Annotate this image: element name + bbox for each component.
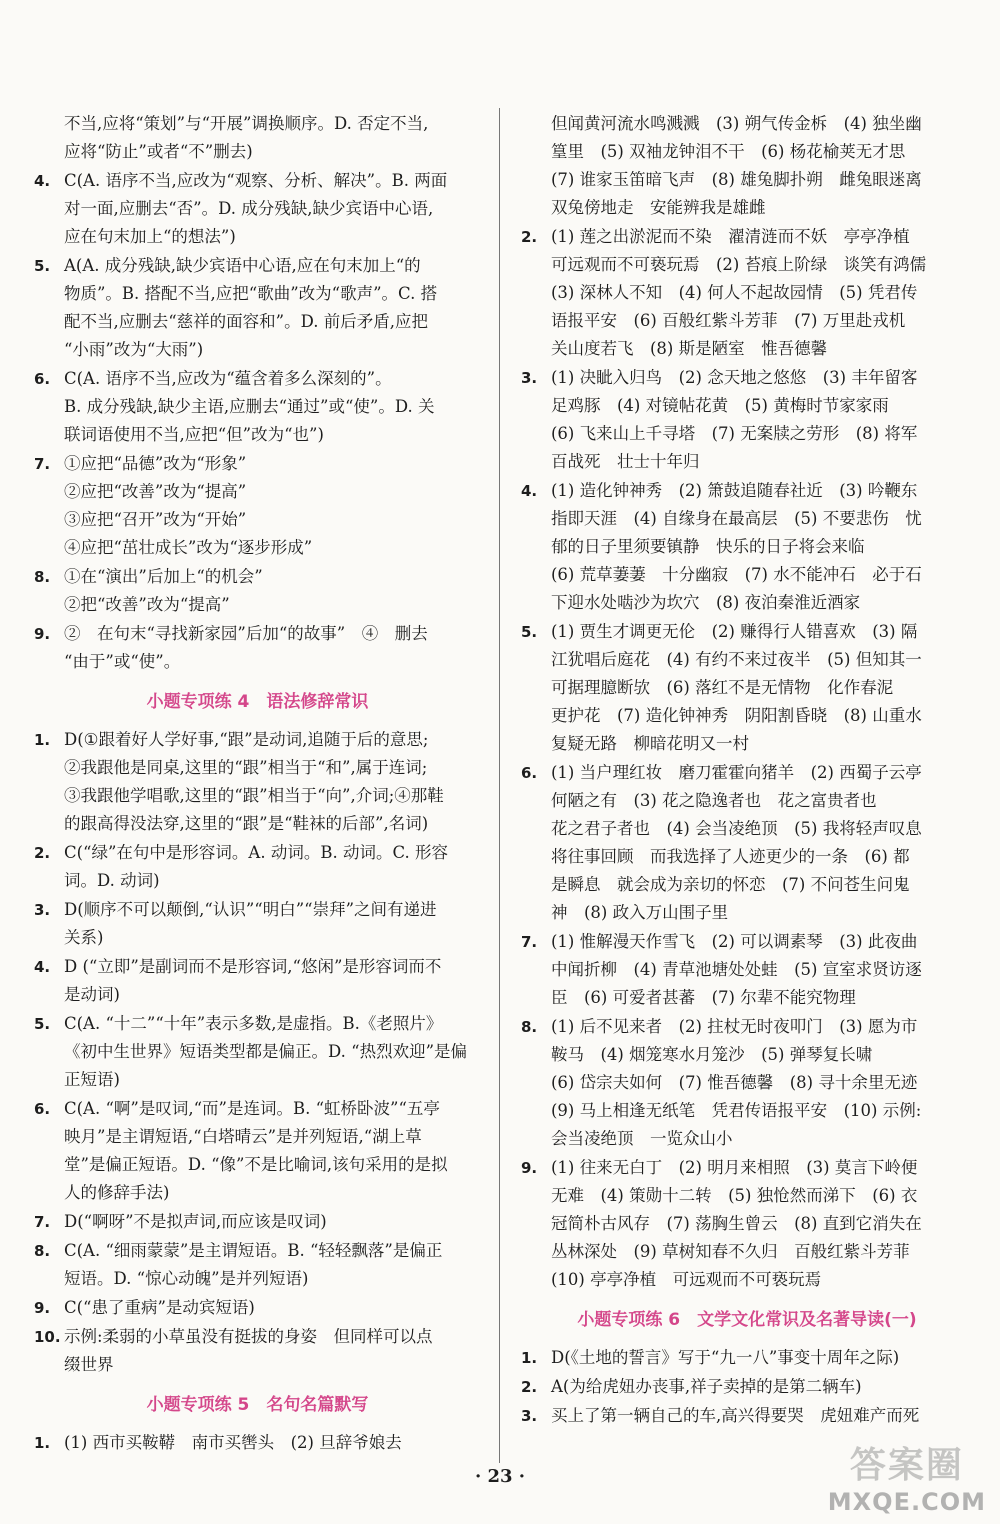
answer-item [30, 563, 485, 619]
answer-line: C(A. 语序不当,应改为“蕴含着多么深刻的”。 [64, 369, 392, 388]
answer-line: ③我跟他学唱歌,这里的“跟”相当于“向”,介词;④那鞋 [64, 786, 444, 805]
answer-line: ② 在句末“寻找新家园”后加“的故事” ④ 删去 [64, 624, 428, 643]
answer-line: 配不当,应删去“慈祥的面容和”。D. 前后矛盾,应把 [64, 312, 428, 331]
watermark-title: 答案圈 [849, 1445, 964, 1486]
answer-line: “由于”或“使”。 [64, 652, 181, 671]
item-number: 3. [521, 369, 538, 387]
answer-line: (6) 荒草萋萋 十分幽寂 (7) 水不能冲石 必于石 [551, 565, 922, 584]
item-number: 7. [521, 933, 538, 951]
answer-line: 百战死 壮士十年归 [551, 452, 700, 471]
answer-line: (6) 岱宗夫如何 (7) 惟吾德馨 (8) 寻十余里无迹 [551, 1073, 918, 1092]
item-number: 4. [34, 172, 51, 190]
answer-line: 语报平安 (6) 百般红紫斗芳菲 (7) 万里赴戎机 [551, 311, 906, 330]
answer-line: D (“立即”是副词而不是形容词,“悠闲”是形容词而不 [64, 957, 442, 976]
item-number: 6. [521, 764, 538, 782]
answer-item [517, 223, 977, 363]
answer-line: ①在“演出”后加上“的机会” [64, 567, 263, 586]
answer-line: 是动词) [64, 985, 120, 1004]
section-heading: 小题专项练 6 文学文化常识及名著导读(一) [577, 1310, 917, 1330]
item-number: 4. [521, 482, 538, 500]
item-number: 9. [521, 1159, 538, 1177]
item-number: 1. [521, 1349, 538, 1367]
item-number: 7. [34, 455, 51, 473]
answer-line: 关系) [64, 928, 104, 947]
answer-line: (1) 后不见来者 (2) 拄杖无时夜叩门 (3) 愿为市 [551, 1017, 918, 1036]
answer-line: ②把“改善”改为“提高” [64, 595, 230, 614]
answer-line: 正短语) [64, 1070, 120, 1089]
answer-item [517, 1013, 977, 1153]
right-column [517, 110, 977, 1431]
answer-item [30, 620, 485, 676]
answer-item [30, 953, 485, 1009]
answer-item [517, 477, 977, 617]
answer-item [30, 726, 485, 838]
answer-line: ②我跟他是同桌,这里的“跟”相当于“和”,属于连词; [64, 758, 428, 777]
item-number: 9. [34, 625, 51, 643]
answer-line: “小雨”改为“大雨”) [64, 340, 204, 359]
answer-line: 映月”是主谓短语,“白塔晴云”是并列短语,“湖上草 [64, 1127, 422, 1146]
answer-line: ①应把“品德”改为“形象” [64, 454, 247, 473]
answer-item [517, 1344, 977, 1372]
answer-line: 鞍马 (4) 烟笼寒水月笼沙 (5) 弹琴复长啸 [551, 1045, 873, 1064]
answer-line: (10) 亭亭净植 可远观而不可亵玩焉 [551, 1270, 822, 1289]
answer-item [30, 896, 485, 952]
answer-line: C(A. 语序不当,应改为“观察、分析、解决”。B. 两面 [64, 171, 448, 190]
answer-item [30, 839, 485, 895]
answer-item [30, 1294, 485, 1322]
answer-line: B. 成分残缺,缺少主语,应删去“通过”或“使”。D. 关 [64, 397, 435, 416]
item-number: 3. [34, 901, 51, 919]
answer-line: D(《土地的誓言》写于“九一八”事变十周年之际) [551, 1348, 900, 1367]
item-number: 7. [34, 1213, 51, 1231]
answer-line: ③应把“召开”改为“开始” [64, 510, 247, 529]
item-number: 5. [521, 623, 538, 641]
answer-line: (9) 马上相逢无纸笔 凭君传语报平安 (10) 示例: [551, 1101, 922, 1120]
answer-item [517, 110, 977, 222]
item-number: 9. [34, 1299, 51, 1317]
answer-item [30, 1208, 485, 1236]
answer-line: 将往事回顾 而我选择了人迹更少的一条 (6) 都 [551, 847, 910, 866]
answer-line: 词。D. 动词) [64, 871, 160, 890]
item-number: 5. [34, 1015, 51, 1033]
answer-item [30, 1095, 485, 1207]
item-number: 2. [34, 844, 51, 862]
answer-line: 物质”。B. 搭配不当,应把“歌曲”改为“歌声”。C. 搭 [64, 284, 438, 303]
answer-line: 应在句末加上“的想法”) [64, 227, 236, 246]
answer-item [30, 1010, 485, 1094]
answer-line: A(A. 成分残缺,缺少宾语中心语,应在句末加上“的 [64, 256, 421, 275]
page-number: · 23 · [474, 1466, 526, 1487]
answer-item [30, 110, 485, 166]
item-number: 5. [34, 257, 51, 275]
answer-line: 但闻黄河流水鸣溅溅 (3) 朔气传金柝 (4) 独坐幽 [551, 114, 922, 133]
answer-line: (1) 贾生才调更无伦 (2) 赚得行人错喜欢 (3) 隔 [551, 622, 918, 641]
answer-line: D(①跟着好人学好事,“跟”是动词,追随于后的意思; [64, 730, 429, 749]
answer-line: (6) 飞来山上千寻塔 (7) 无案牍之劳形 (8) 将军 [551, 424, 918, 443]
answer-line: 郁的日子里须要镇静 快乐的日子将会来临 [551, 537, 865, 556]
answer-line: 可据理臆断欤 (6) 落红不是无情物 化作春泥 [551, 678, 894, 697]
item-number: 1. [34, 1434, 51, 1452]
answer-line: 人的修辞手法) [64, 1183, 170, 1202]
answer-line: 堂”是偏正短语。D. “像”不是比喻词,该句采用的是拟 [64, 1155, 448, 1174]
answer-line: (1) 西市买鞍鞯 南市买辔头 (2) 旦辞爷娘去 [64, 1433, 402, 1452]
answer-line: 不当,应将“策划”与“开展”调换顺序。D. 否定不当, [64, 114, 429, 133]
item-number: 2. [521, 1378, 538, 1396]
answer-line: 足鸡豚 (4) 对镜帖花黄 (5) 黄梅时节家家雨 [551, 396, 889, 415]
answer-line: C(A. “啊”是叹词,“而”是连词。B. “虹桥卧波”“五亭 [64, 1099, 440, 1118]
answer-line: 联词语使用不当,应把“但”改为“也”) [64, 425, 324, 444]
answer-line: C(“绿”在句中是形容词。A. 动词。B. 动词。C. 形容 [64, 843, 448, 862]
answer-line: 更护花 (7) 造化钟神秀 阴阳割昏晓 (8) 山重水 [551, 706, 922, 725]
answer-line: 关山度若飞 (8) 斯是陋室 惟吾德馨 [551, 339, 828, 358]
section-heading: 小题专项练 5 名句名篇默写 [146, 1395, 369, 1415]
item-number: 8. [34, 1242, 51, 1260]
item-number: 4. [34, 958, 51, 976]
answer-line: 篁里 (5) 双袖龙钟泪不干 (6) 杨花榆荚无才思 [551, 142, 906, 161]
answer-line: C(A. “细雨蒙蒙”是主谓短语。B. “轻轻飘落”是偏正 [64, 1241, 443, 1260]
answer-item [30, 365, 485, 449]
answer-item [517, 1154, 977, 1294]
item-number: 2. [521, 228, 538, 246]
item-number: 6. [34, 1100, 51, 1118]
answer-line: 指即天涯 (4) 自缘身在最高层 (5) 不要悲伤 忧 [551, 509, 922, 528]
answer-line: (7) 谁家玉笛暗飞声 (8) 雄兔脚扑朔 雌兔眼迷离 [551, 170, 922, 189]
item-number: 1. [34, 731, 51, 749]
answer-line: C(A. “十二”“十年”表示多数,是虚指。B.《老照片》 [64, 1014, 443, 1033]
column-divider [499, 108, 500, 1463]
answer-line: 花之君子者也 (4) 会当凌绝顶 (5) 我将轻声叹息 [551, 819, 922, 838]
answer-item [517, 1402, 977, 1430]
answer-line: D(顺序不可以颠倒,“认识”“明白”“崇拜”之间有递进 [64, 900, 437, 919]
answer-line: A(为给虎妞办丧事,祥子卖掉的是第二辆车) [551, 1377, 862, 1396]
answer-item [517, 364, 977, 476]
answer-line: 双兔傍地走 安能辨我是雄雌 [551, 198, 766, 217]
answer-item [30, 450, 485, 562]
answer-item [517, 759, 977, 927]
answer-line: 买上了第一辆自己的车,高兴得要哭 虎妞难产而死 [551, 1406, 920, 1425]
left-column [30, 110, 485, 1458]
answer-line: 下迎水处啮沙为坎穴 (8) 夜泊秦淮近酒家 [551, 593, 861, 612]
answer-line: 无难 (4) 策勋十二转 (5) 独怆然而涕下 (6) 衣 [551, 1186, 918, 1205]
answer-item [517, 928, 977, 1012]
answer-line: 丛林深处 (9) 草树知春不久归 百般红紫斗芳菲 [551, 1242, 910, 1261]
item-number: 10. [34, 1328, 61, 1346]
answer-line: (1) 往来无白丁 (2) 明月来相照 (3) 莫言下岭便 [551, 1158, 918, 1177]
answer-line: 江犹唱后庭花 (4) 有约不来过夜半 (5) 但知其一 [551, 650, 922, 669]
answer-line: 示例:柔弱的小草虽没有挺拔的身姿 但同样可以点 [64, 1327, 433, 1346]
answer-line: (1) 惟解漫天作雪飞 (2) 可以调素琴 (3) 此夜曲 [551, 932, 918, 951]
answer-line: 何陋之有 (3) 花之隐逸者也 花之富贵者也 [551, 791, 877, 810]
answer-line: 《初中生世界》短语类型都是偏正。D. “热烈欢迎”是偏 [64, 1042, 468, 1061]
answer-line: 缀世界 [64, 1355, 114, 1374]
item-number: 8. [34, 568, 51, 586]
answer-item [30, 167, 485, 251]
answer-item [30, 1323, 485, 1379]
answer-item [30, 1429, 485, 1457]
answer-item [30, 252, 485, 364]
answer-line: (1) 决眦入归鸟 (2) 念天地之悠悠 (3) 丰年留客 [551, 368, 918, 387]
watermark-logo [828, 1437, 986, 1516]
answer-line: (3) 深林人不知 (4) 何人不起故园情 (5) 凭君传 [551, 283, 918, 302]
answer-line: (1) 造化钟神秀 (2) 箫鼓追随春社近 (3) 吟鞭东 [551, 481, 918, 500]
answer-line: 中闻折柳 (4) 青草池塘处处蛙 (5) 宣室求贤访逐 [551, 960, 922, 979]
answer-line: (1) 莲之出淤泥而不染 濯清涟而不妖 亭亭净植 [551, 227, 910, 246]
answer-line: ②应把“改善”改为“提高” [64, 482, 247, 501]
answer-line: 短语。D. “惊心动魄”是并列短语) [64, 1269, 309, 1288]
answer-line: 复疑无路 柳暗花明又一村 [551, 734, 749, 753]
item-number: 3. [521, 1407, 538, 1425]
answer-line: 可远观而不可亵玩焉 (2) 苔痕上阶绿 谈笑有鸿儒 [551, 255, 927, 274]
answer-line: 应将“防止”或者“不”删去) [64, 142, 253, 161]
answer-line: (1) 当户理红妆 磨刀霍霍向猪羊 (2) 西蜀子云亭 [551, 763, 922, 782]
watermark-url: MXQE.COM [827, 1488, 986, 1516]
answer-item [30, 1237, 485, 1293]
answer-line: 对一面,应删去“否”。D. 成分残缺,缺少宾语中心语, [64, 199, 434, 218]
item-number: 8. [521, 1018, 538, 1036]
answer-line: 臣 (6) 可爱者甚蕃 (7) 尔辈不能究物理 [551, 988, 856, 1007]
answer-line: ④应把“茁壮成长”改为“逐步形成” [64, 538, 313, 557]
answer-line: 会当凌绝顶 一览众山小 [551, 1129, 733, 1148]
answer-line: D(“啊呀”不是拟声词,而应该是叹词) [64, 1212, 327, 1231]
item-number: 6. [34, 370, 51, 388]
answer-line: 是瞬息 就会成为亲切的怀恋 (7) 不问苍生问鬼 [551, 875, 910, 894]
answer-item [517, 1373, 977, 1401]
answer-line: 的跟高得没法穿,这里的“跟”是“鞋袜的后部”,名词) [64, 814, 429, 833]
section-heading: 小题专项练 4 语法修辞常识 [146, 692, 369, 712]
answer-line: C(“患了重病”是动宾短语) [64, 1298, 255, 1317]
answer-line: 冠简朴古风存 (7) 荡胸生曾云 (8) 直到它消失在 [551, 1214, 922, 1233]
answer-line: 神 (8) 政入万山围子里 [551, 903, 729, 922]
answer-item [517, 618, 977, 758]
